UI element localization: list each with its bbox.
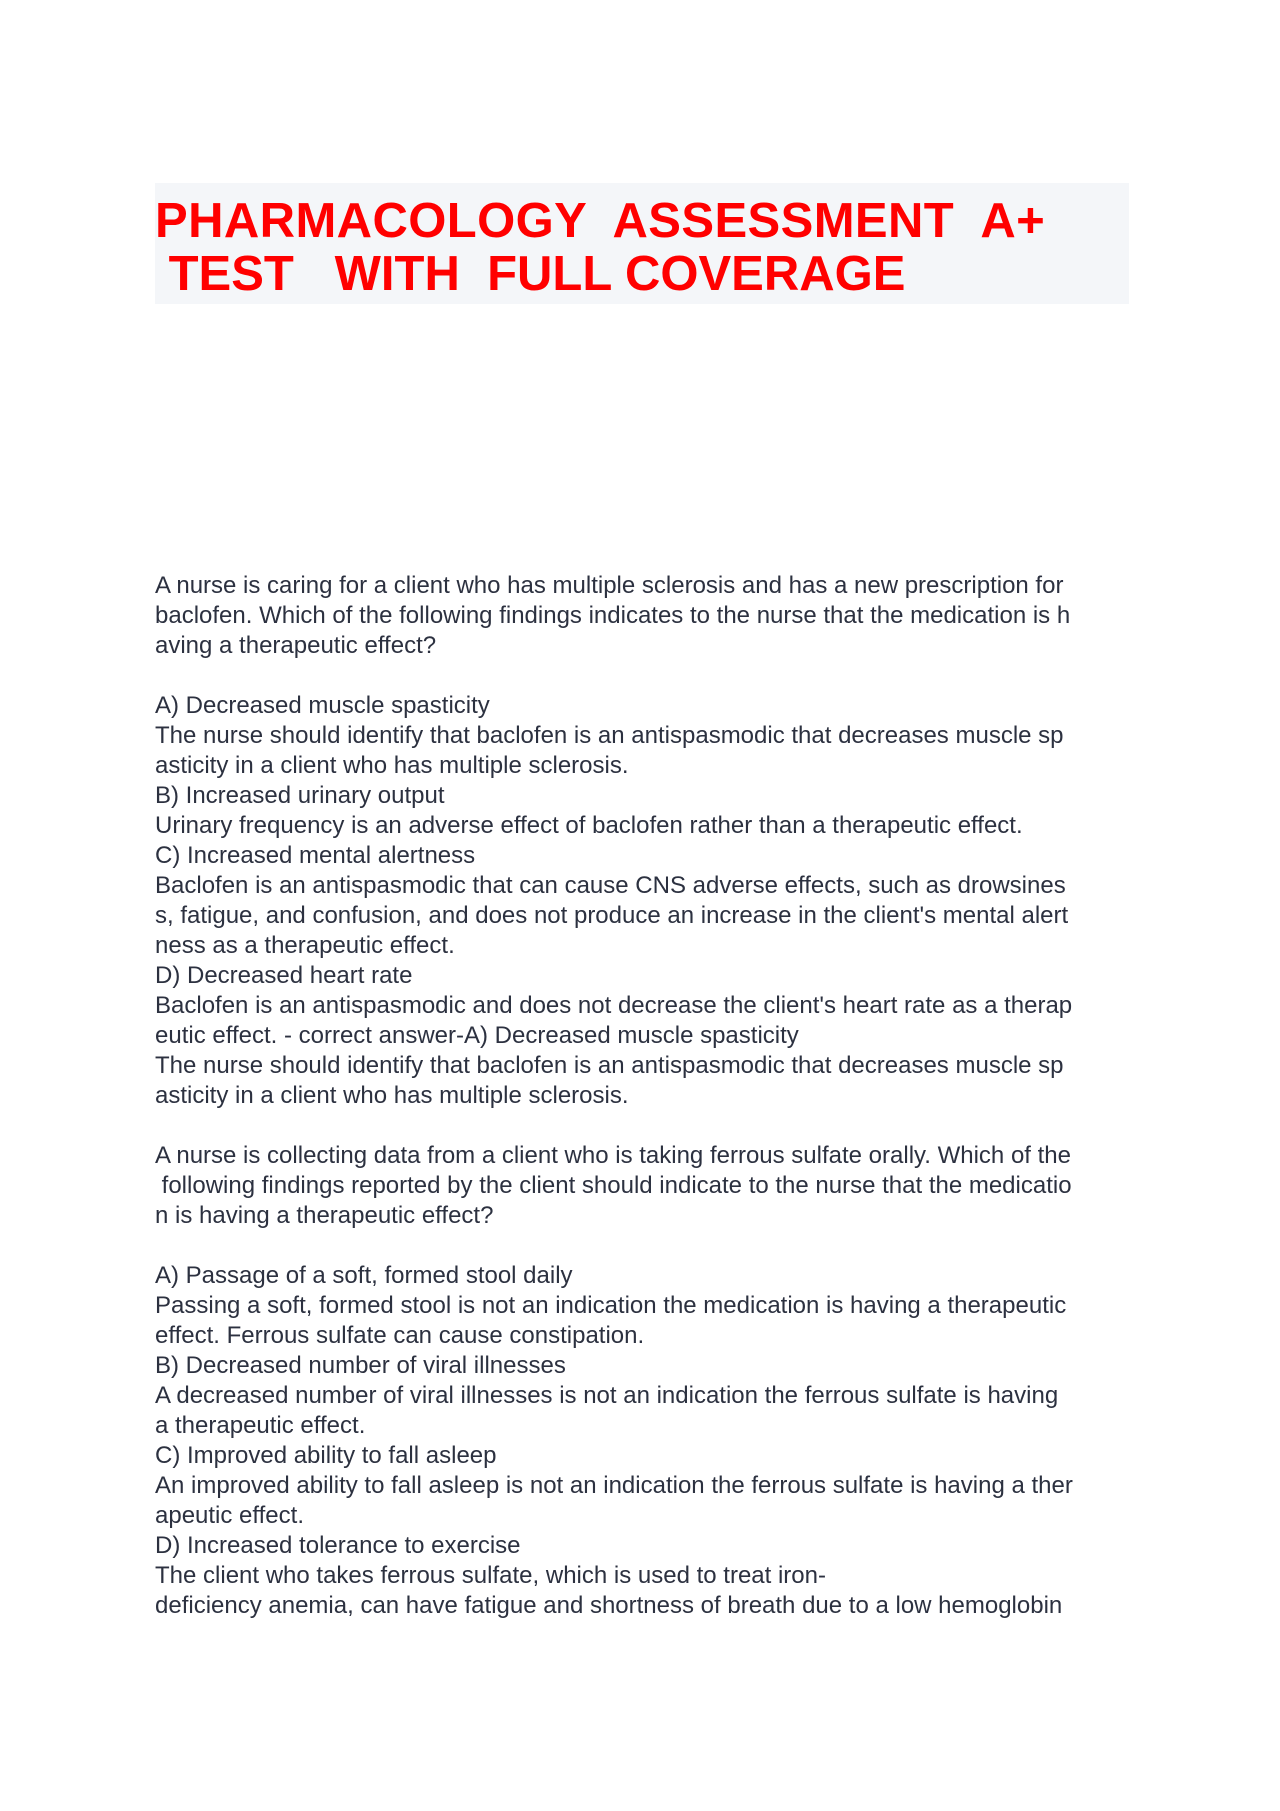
text-line: D) Increased tolerance to exercise [155, 1532, 521, 1559]
text-line: B) Decreased number of viral illnesses [155, 1352, 566, 1379]
text-line: The nurse should identify that baclofen is an antispasmodic that decreases muscle sp [155, 722, 1064, 749]
text-line: A nurse is collecting data from a client who is taking ferrous sulfate orally. Which of the [155, 1142, 1071, 1169]
text-line: Passing a soft, formed stool is not an indication the medication is having a therapeutic [155, 1292, 1067, 1319]
text-line: apeutic effect. [155, 1502, 304, 1529]
text-line: following findings reported by the client should indicate to the nurse that the medicatio [155, 1172, 1072, 1199]
blank-line [155, 1111, 1145, 1141]
text-line: An improved ability to fall asleep is not an indication the ferrous sulfate is having a ther [155, 1472, 1073, 1499]
text-line: A decreased number of viral illnesses is not an indication the ferrous sulfate is having [155, 1382, 1059, 1409]
blank-line [155, 1231, 1145, 1261]
text-line: n is having a therapeutic effect? [155, 1202, 494, 1229]
document-body [155, 571, 1145, 1621]
text-line: Urinary frequency is an adverse effect of baclofen rather than a therapeutic effect. [155, 812, 1023, 839]
text-line: D) Decreased heart rate [155, 962, 413, 989]
text-line: a therapeutic effect. [155, 1412, 366, 1439]
text-line: C) Increased mental alertness [155, 842, 476, 869]
text-line: A nurse is caring for a client who has multiple sclerosis and has a new prescription for [155, 572, 1064, 599]
text-line: The client who takes ferrous sulfate, which is used to treat iron- [155, 1562, 826, 1589]
page-title-line-1: PHARMACOLOGY ASSESSMENT A+ [155, 194, 1046, 248]
text-line: effect. Ferrous sulfate can cause constipation. [155, 1322, 645, 1349]
text-line: asticity in a client who has multiple sclerosis. [155, 1082, 629, 1109]
text-line: A) Passage of a soft, formed stool daily [155, 1262, 573, 1289]
title-banner [155, 183, 1129, 304]
text-line: A) Decreased muscle spasticity [155, 692, 490, 719]
text-line: baclofen. Which of the following findings indicates to the nurse that the medication is h [155, 602, 1071, 629]
text-line: eutic effect. - correct answer-A) Decreased muscle spasticity [155, 1022, 799, 1049]
text-line: B) Increased urinary output [155, 782, 445, 809]
text-line: The nurse should identify that baclofen is an antispasmodic that decreases muscle sp [155, 1052, 1064, 1079]
text-line: asticity in a client who has multiple sclerosis. [155, 752, 629, 779]
text-line: ness as a therapeutic effect. [155, 932, 455, 959]
text-line: Baclofen is an antispasmodic that can cause CNS adverse effects, such as drowsines [155, 872, 1066, 899]
text-line: deficiency anemia, can have fatigue and shortness of breath due to a low hemoglobin [155, 1592, 1063, 1619]
page-title-line-2: TEST WITH FULL COVERAGE [155, 247, 906, 301]
blank-line [155, 661, 1145, 691]
text-line: s, fatigue, and confusion, and does not produce an increase in the client's mental alert [155, 902, 1069, 929]
text-line: aving a therapeutic effect? [155, 632, 437, 659]
text-line: C) Improved ability to fall asleep [155, 1442, 497, 1469]
text-line: Baclofen is an antispasmodic and does not decrease the client's heart rate as a therap [155, 992, 1073, 1019]
